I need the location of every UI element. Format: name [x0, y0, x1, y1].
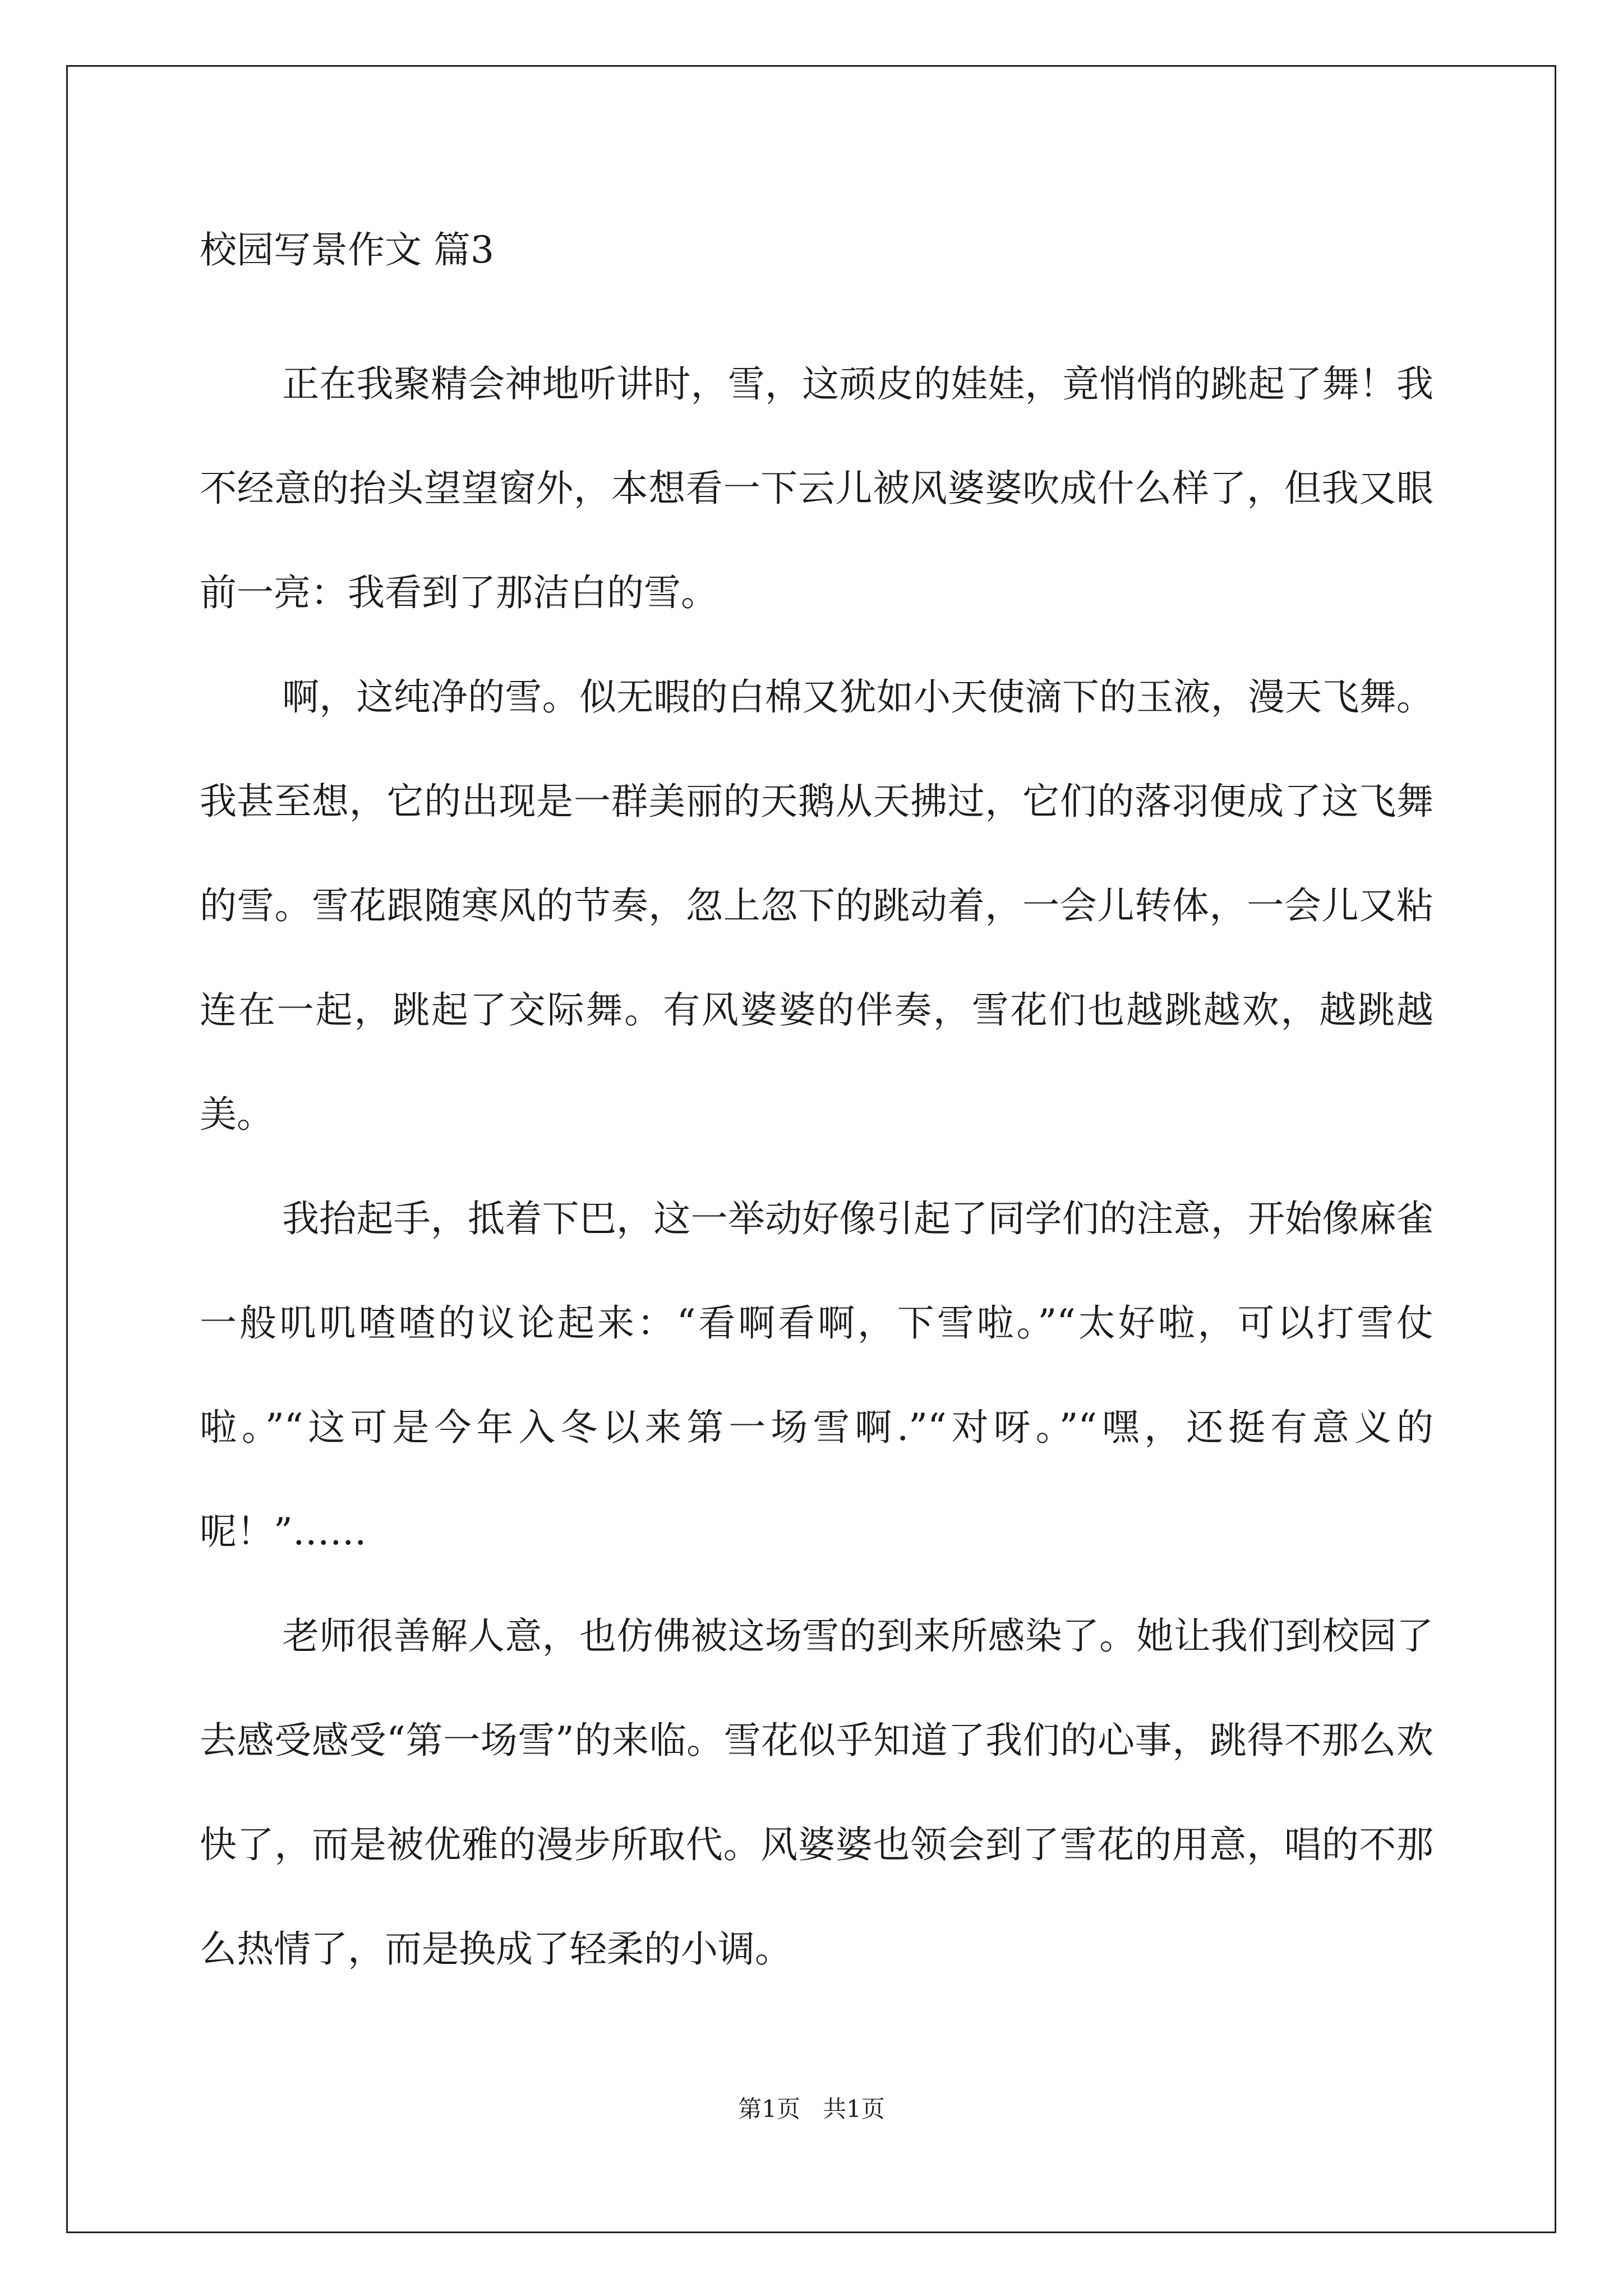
- paragraph-2: 啊，这纯净的雪。似无暇的白棉又犹如小天使滴下的玉液，漫天飞舞。我甚至想，它的出现是一群美丽的天鹅从天拂过，它们的落羽便成了这飞舞的雪。雪花跟随寒风的节奏，忽上忽下的跳动着，一会儿转体，一会儿又粘连在一起，跳起了交际舞。有风婆婆的伴奏，雪花们也越跳越欢，越跳越美。: [200, 675, 1433, 1136]
- paragraph-4: 老师很善解人意，也仿佛被这场雪的到来所感染了。她让我们到校园了去感受感受“第一场雪”的来临。雪花似乎知道了我们的心事，跳得不那么欢快了，而是被优雅的漫步所取代。风婆婆也领会到了雪花的用意，唱的不那么热情了，而是换成了轻柔的小调。: [200, 1614, 1433, 1971]
- paragraph-3: 我抬起手，抵着下巴，这一举动好像引起了同学们的注意，开始像麻雀一般叽叽喳喳的议论起来：“看啊看啊，下雪啦。”“太好啦，可以打雪仗啦。”“这可是今年入冬以来第一场雪啊.”“对呀。”“嘿，还挺有意义的呢！”……: [200, 1197, 1433, 1553]
- page-footer: [0, 2093, 1623, 2125]
- page-number: 第1页: [738, 2095, 800, 2123]
- document-body: [200, 224, 1433, 2001]
- document-title: 校园写景作文 篇3: [200, 228, 494, 272]
- page-total: 共1页: [823, 2095, 885, 2123]
- paragraph-1: 正在我聚精会神地听讲时，雪，这顽皮的娃娃，竟悄悄的跳起了舞！我不经意的抬头望望窗外，本想看一下云儿被风婆婆吹成什么样了，但我又眼前一亮：我看到了那洁白的雪。: [200, 362, 1433, 614]
